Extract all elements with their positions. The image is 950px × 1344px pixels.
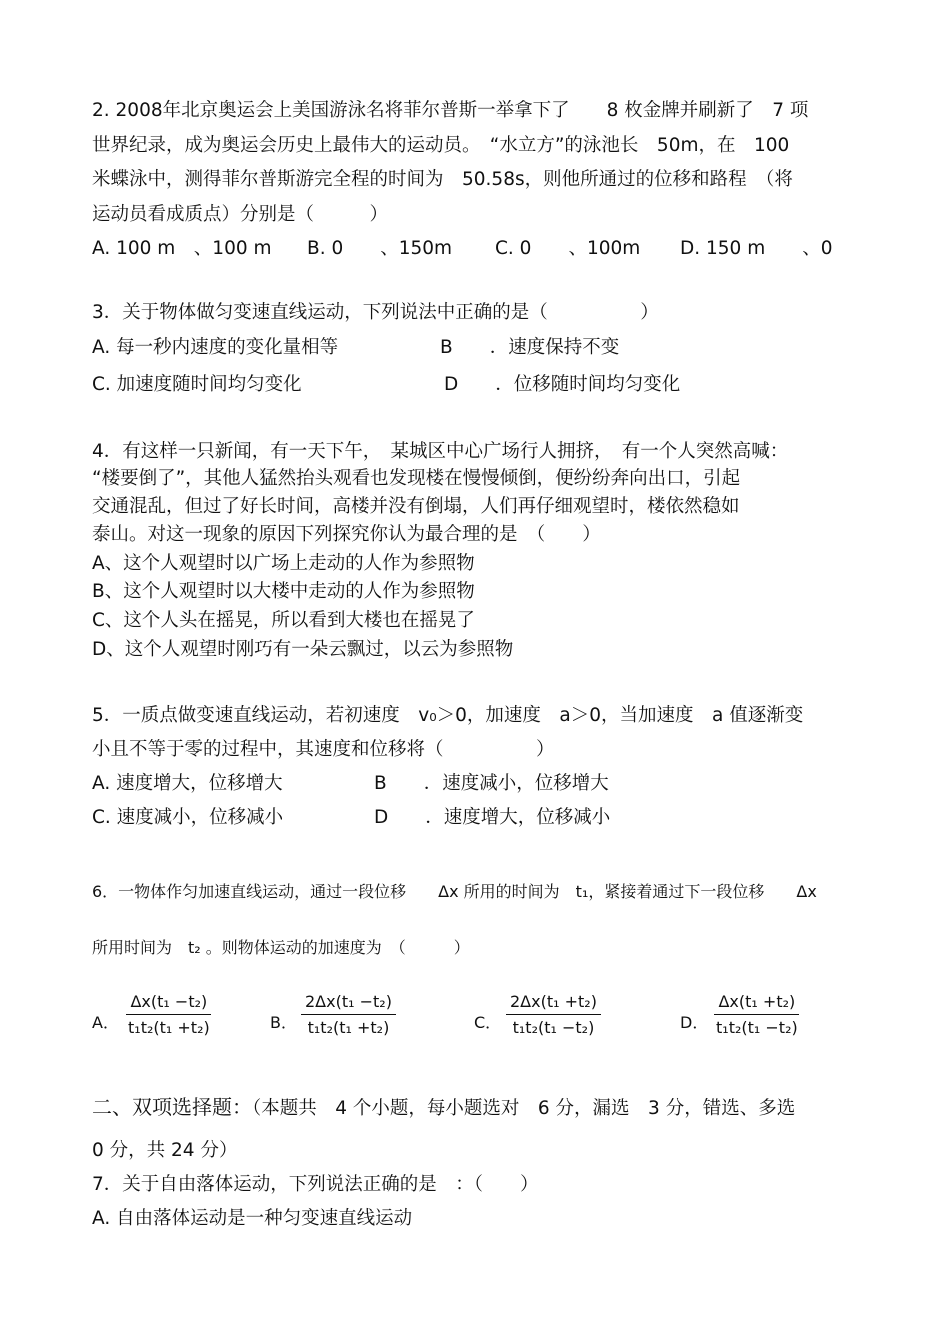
q5-line1: 5．一质点做变速直线运动，若初速度 v₀＞0，加速度 a＞0，当加速度 a 值逐渐变 xyxy=(92,705,804,726)
q4-line2: “楼要倒了”，其他人猛然抬头观看也发现楼在慢慢倾倒，便纷纷奔向出口，引起 xyxy=(92,468,741,489)
q6-option-a-fraction xyxy=(124,992,214,1037)
q4-line4: 泰山。对这一现象的原因下列探究你认为最合理的是 （ ） xyxy=(92,524,601,545)
section2-heading: 二、双项选择题： xyxy=(92,1095,252,1119)
q3-option-b: B ．速度保持不变 xyxy=(440,337,620,358)
q5-option-a: A. 速度增大，位移增大 xyxy=(92,773,283,794)
q7-stem: 7．关于自由落体运动，下列说法正确的是 ：（ ） xyxy=(92,1174,539,1195)
q6-option-c-fraction xyxy=(506,992,601,1037)
q3-option-c: C. 加速度随时间均匀变化 xyxy=(92,374,302,395)
q6-option-a-numerator: Δx(t₁ −t₂) xyxy=(126,992,211,1015)
q2-line1: 2. 2008年北京奥运会上美国游泳名将菲尔普斯一举拿下了 8 枚金牌并刷新了 7 项 xyxy=(92,100,809,121)
q6-option-d-label: D． xyxy=(680,1013,709,1032)
q2-line2: 世界纪录，成为奥运会历史上最伟大的运动员。 “水立方”的泳池长 50m，在 100 xyxy=(92,135,790,156)
q6-option-b-label: B． xyxy=(270,1013,297,1032)
q6-option-a-label: A． xyxy=(92,1013,119,1032)
q6-line2: 所用时间为 t₂ 。则物体运动的加速度为 （ ） xyxy=(92,938,470,957)
q2-line4: 运动员看成质点）分别是（ ） xyxy=(92,204,389,225)
q4-option-b: B、这个人观望时以大楼中走动的人作为参照物 xyxy=(92,581,475,602)
q2-option-d: D. 150 m 、0 xyxy=(680,238,833,259)
q6-line1: 6．一物体作匀加速直线运动，通过一段位移 Δx 所用的时间为 t₁，紧接着通过下一段位移 Δx xyxy=(92,882,817,901)
q5-option-d: D ．速度增大，位移减小 xyxy=(374,807,611,828)
q2-option-a: A. 100 m 、100 m xyxy=(92,238,272,259)
q6-option-d-fraction xyxy=(712,992,802,1037)
section2-note2: 0 分，共 24 分） xyxy=(92,1140,238,1161)
q6-option-b-numerator: 2Δx(t₁ −t₂) xyxy=(301,992,396,1015)
q5-option-b: B ．速度减小，位移增大 xyxy=(374,773,609,794)
q6-option-b-denominator: t₁t₂(t₁ +t₂) xyxy=(307,1018,390,1037)
q6-option-c-denominator: t₁t₂(t₁ −t₂) xyxy=(512,1018,595,1037)
q4-line1: 4．有这样一只新闻，有一天下午， 某城区中心广场行人拥挤， 有一个人突然高喊： xyxy=(92,441,789,462)
q7-option-a: A. 自由落体运动是一种匀变速直线运动 xyxy=(92,1208,413,1229)
q6-option-d-denominator: t₁t₂(t₁ −t₂) xyxy=(716,1018,798,1037)
q2-option-b: B. 0 、150m xyxy=(307,238,453,259)
section2-heading-line xyxy=(92,1095,795,1121)
q5-option-c: C. 速度减小，位移减小 xyxy=(92,807,284,828)
q5-line2: 小且不等于零的过程中，其速度和位移将（ ） xyxy=(92,739,555,760)
q3-option-a: A. 每一秒内速度的变化量相等 xyxy=(92,337,339,358)
q4-option-a: A、这个人观望时以广场上走动的人作为参照物 xyxy=(92,553,475,574)
q3-option-d: D ．位移随时间均匀变化 xyxy=(444,374,681,395)
q6-option-c-label: C． xyxy=(474,1013,502,1032)
q6-option-c-numerator: 2Δx(t₁ +t₂) xyxy=(506,992,601,1015)
q2-line3: 米蝶泳中，测得菲尔普斯游完全程的时间为 50.58s，则他所通过的位移和路程 （将 xyxy=(92,169,793,190)
q3-stem: 3．关于物体做匀变速直线运动，下列说法中正确的是（ ） xyxy=(92,302,659,323)
q6-option-d-numerator: Δx(t₁ +t₂) xyxy=(714,992,799,1015)
q2-option-c: C. 0 、100m xyxy=(495,238,641,259)
q6-option-a-denominator: t₁t₂(t₁ +t₂) xyxy=(128,1018,210,1037)
q4-option-d: D、这个人观望时刚巧有一朵云飘过，以云为参照物 xyxy=(92,639,514,660)
q4-line3: 交通混乱，但过了好长时间，高楼并没有倒塌，人们再仔细观望时，楼依然稳如 xyxy=(92,496,740,517)
q6-option-b-fraction xyxy=(301,992,396,1037)
q4-option-c: C、这个人头在摇晃，所以看到大楼也在摇晃了 xyxy=(92,610,475,631)
section2-note: （本题共 4 个小题，每小题选对 6 分，漏选 3 分，错选、多选 xyxy=(252,1098,796,1119)
